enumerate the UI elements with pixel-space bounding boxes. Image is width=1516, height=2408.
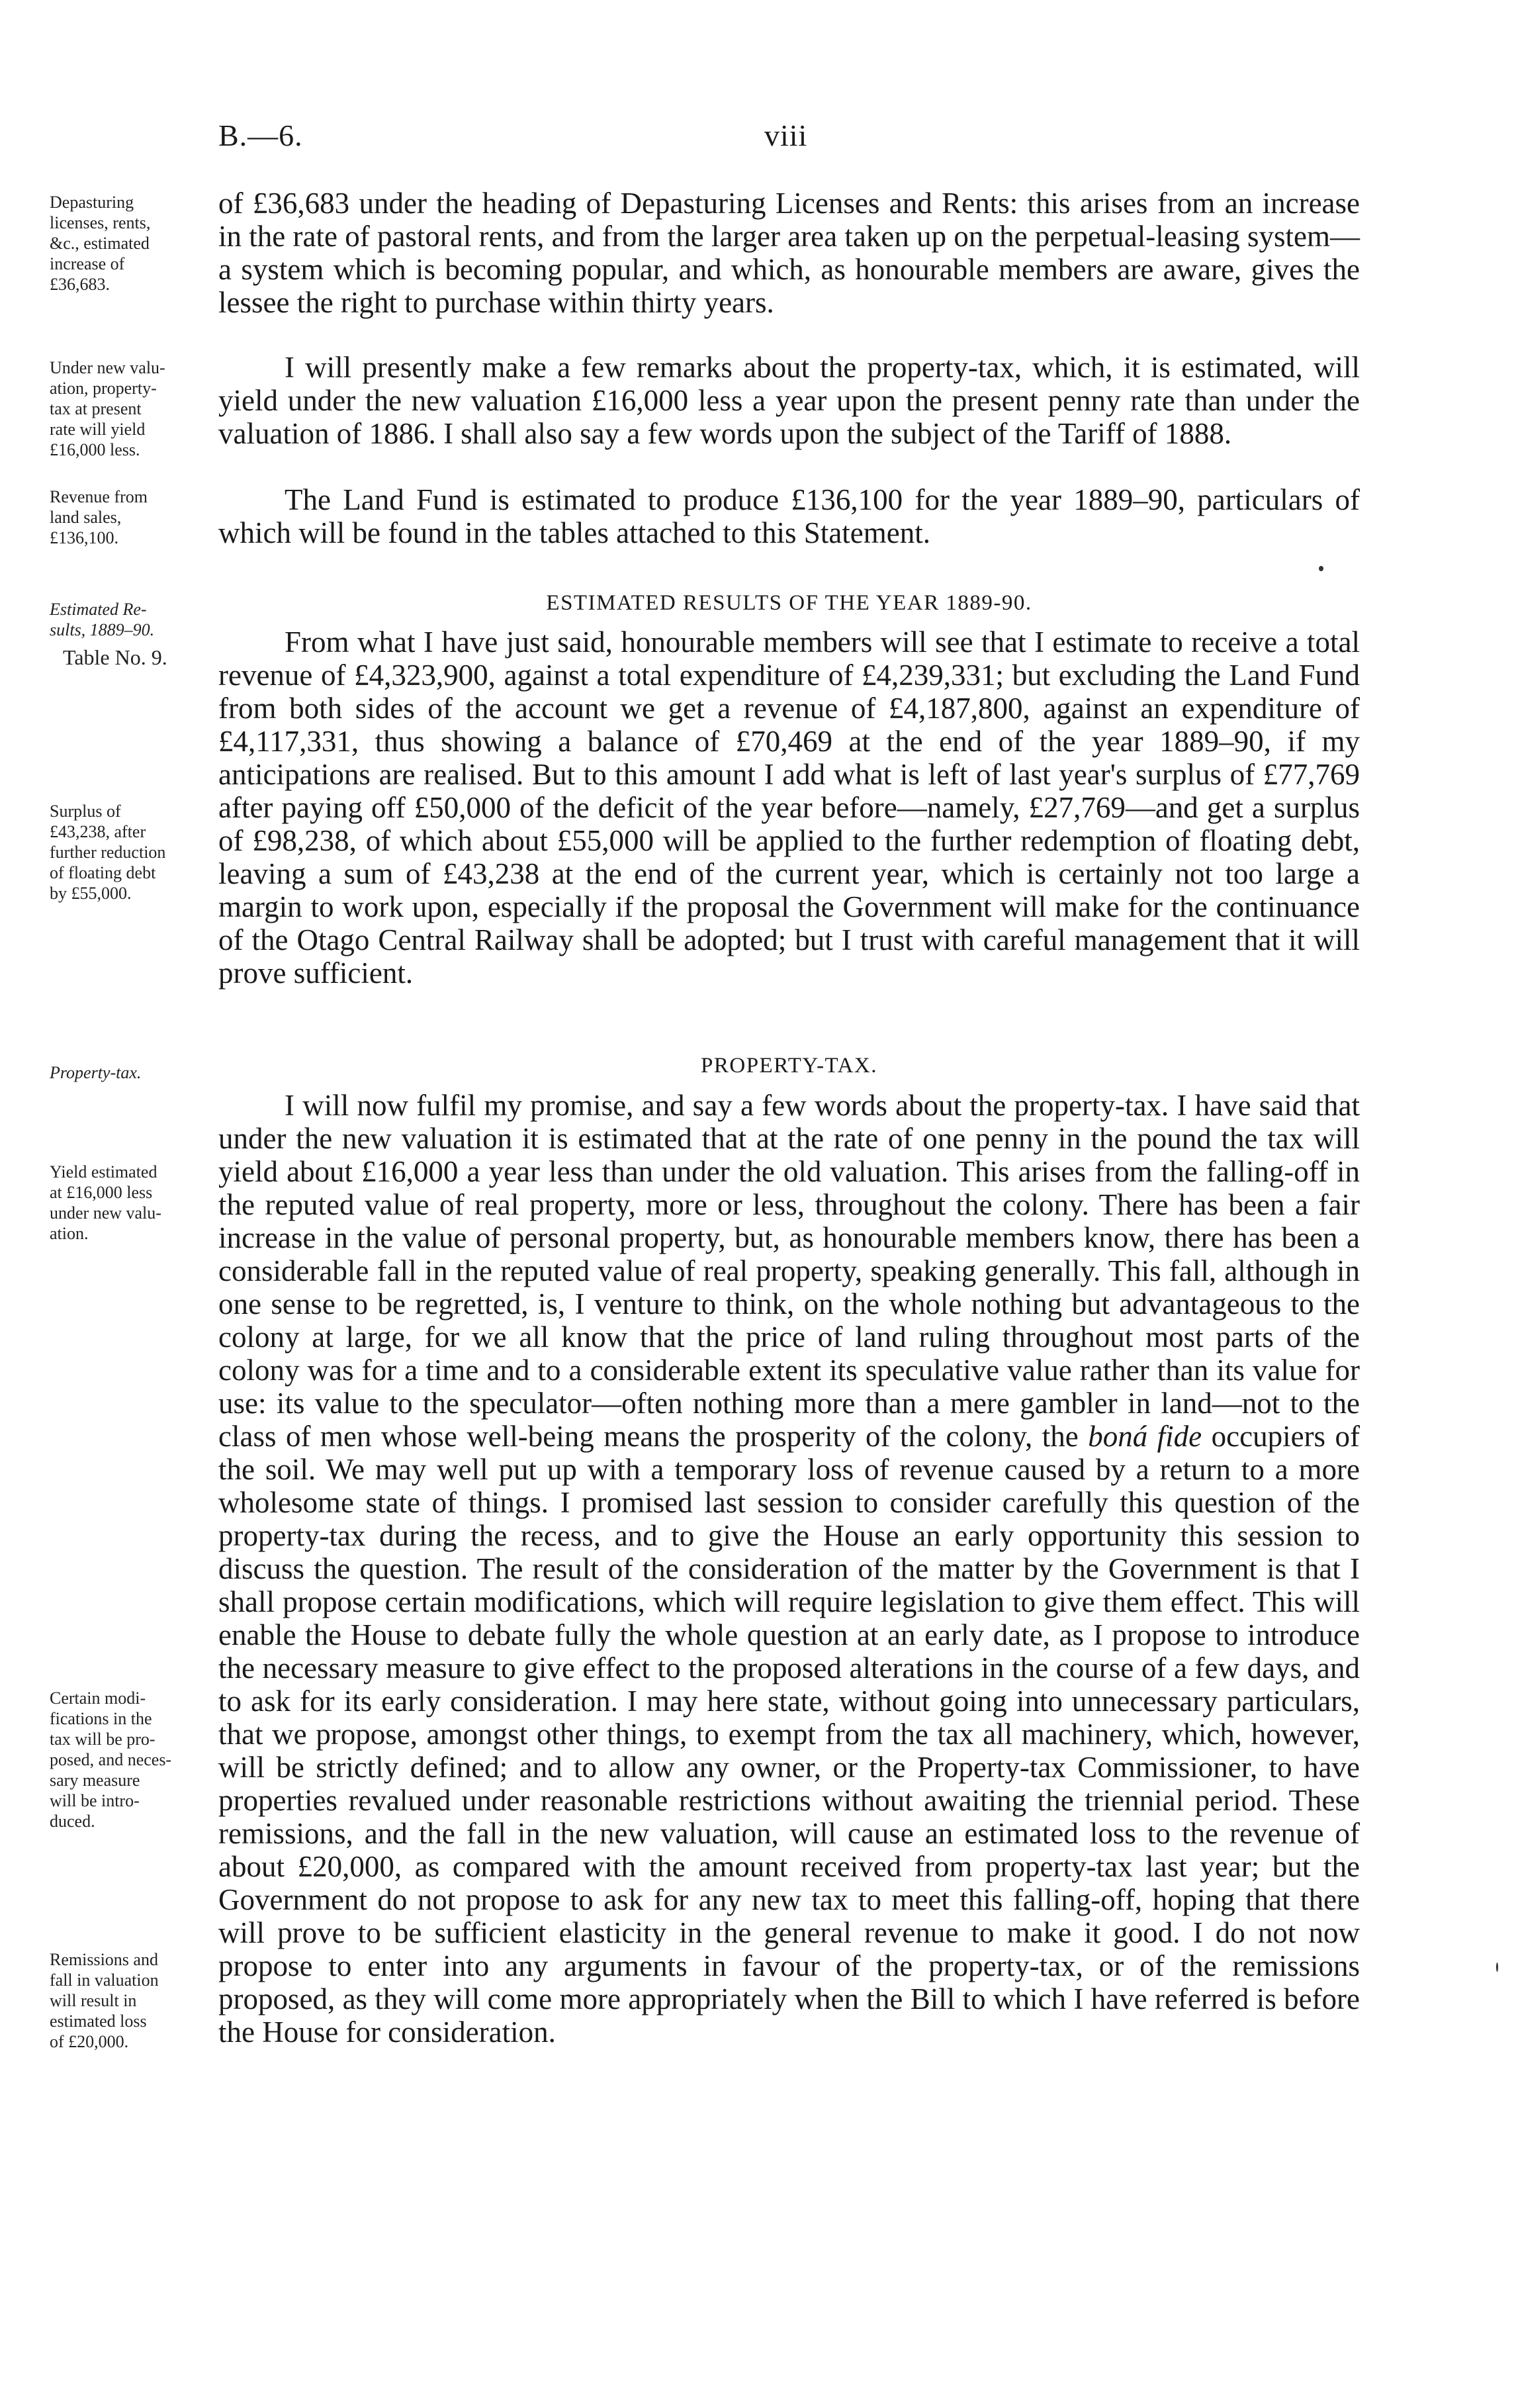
page-number: viii [764, 118, 808, 152]
paragraph-estimated-results [218, 625, 1360, 990]
paragraph-text-continued: occupiers of the soil. We may well put up with a temporary loss of revenue caused by a return to a more wholesome state of things. I promised last session to consider carefully this question of the property-tax during the recess, and to give the House an early opportunity this session to discuss the question. The result of the consideration of the matter by the Government is that I shall propose certain modifications, which will require legislation to give them effect. This will enable the House to debate fully the whole question at an early date, as I propose to introduce the necessary measure to give effect to the proposed alterations in the course of a few days, and to ask for its early consideration. I may here state, without going into unnecessary particulars, that we propose, amongst other things, to exempt from the tax all machinery, which, however, will be strictly defined; and to allow any owner, or the Property-tax Commissioner, to have properties revalued under reasonable restrictions without awaiting the triennial period. These remissions, and the fall in the new valuation, will cause an estimated loss to the revenue of about £20,000, as compared with the amount received from property-tax last year; but the Government do not propose to ask for any new tax to meet this falling-off, hoping that there will prove to be sufficient elasticity in the general revenue to make it good. I do not now propose to enter into any arguments in favour of the property-tax, or of the remissions proposed, as they will come more appropriately when the Bill to which I have referred is before the House for consideration. [218, 1420, 1360, 2049]
margin-note-modifications: Certain modi- fications in the tax will be pro- posed, and neces- sary measure will be intro- duced. [50, 1689, 172, 1831]
margin-note-depasturing: Depasturing licenses, rents, &c., estimated increase of £36,683. [50, 193, 151, 294]
paragraph-text: The Land Fund is estimated to produce £136,100 for the year 1889–90, particulars of which will be found in the tables attached to this Statement. [218, 483, 1360, 549]
paragraph-depasturing [218, 187, 1360, 319]
paragraph-text: From what I have just said, honourable members will see that I estimate to receive a total revenue of £4,323,900, against a total expenditure of £4,239,331; but excluding the Land Fund from both sides of the account we get a revenue of £4,187,800, against an expenditure of £4,117,331, thus showing a balance of £70,469 at the end of the year 1889–90, if my anticipations are realised. But to this amount I add what is left of last year's surplus of £77,769 after paying off £50,000 of the deficit of the year before—namely, £27,769—and get a surplus of £98,238, of which about £55,000 will be applied to the further redemption of floating debt, leaving a sum of £43,238 at the end of the current year, which is certainly not too large a margin to work upon, especially if the proposal the Government will make for the continuance of the Otago Central Railway shall be adopted; but I trust with careful management that it will prove sufficient. [218, 625, 1360, 990]
margin-note-new-valuation: Under new valu- ation, property- tax at present rate will yield £16,000 less. [50, 358, 165, 459]
document-reference: B.—6. [218, 118, 303, 152]
paragraph-text: of £36,683 under the heading of Depasturing Licenses and Rents: this arises from an increase in the rate of pastoral rents, and from the larger area taken up on the perpetual-leasing system—a system which is becoming popular, and which, as honourable members are aware, gives the lessee the right to purchase within thirty years. [218, 187, 1360, 319]
paragraph-property-tax [218, 1089, 1360, 2049]
margin-note-remissions: Remissions and fall in valuation will result in estimated loss of £20,000. [50, 1950, 159, 2051]
margin-note-surplus: Surplus of £43,238, after further reduction of floating debt by £55,000. [50, 802, 166, 903]
heading-estimated-results: ESTIMATED RESULTS OF THE YEAR 1889-90. [546, 591, 1032, 615]
margin-note-yield-estimated: Yield estimated at £16,000 less under new valu- ation. [50, 1162, 161, 1243]
margin-note-table-ref: Table No. 9. [63, 645, 167, 669]
margin-note-land-sales: Revenue from land sales, £136,100. [50, 487, 148, 547]
margin-note-property-tax: Property-tax. [50, 1063, 142, 1082]
heading-property-tax: PROPERTY-TAX. [701, 1054, 877, 1078]
scan-speck [1319, 566, 1323, 571]
scan-speck [1496, 1963, 1498, 1972]
italic-phrase: boná fide [1088, 1420, 1202, 1453]
paragraph-text: I will presently make a few remarks about the property-tax, which, it is estimated, will yield under the new valuation £16,000 less a year upon the present penny rate than under the valuation of 1886. I shall also say a few words upon the subject of the Tariff of 1888. [218, 351, 1360, 450]
paragraph-land-fund [218, 483, 1360, 549]
margin-note-estimated-results: Estimated Re- sults, 1889–90. [50, 600, 155, 639]
paragraph-text: I will now fulfil my promise, and say a few words about the property-tax. I have said that under the new valuation it is estimated that at the rate of one penny in the pound the tax will yield about £16,000 a year less than under the old valuation. This arises from the falling-off in the reputed value of real property, more or less, throughout the colony. There has been a fair increase in the value of personal property, but, as honourable members know, there has been a considerable fall in the reputed value of real property, speaking generally. This fall, although in one sense to be regretted, is, I venture to think, on the whole nothing but advantageous to the colony at large, for we all know that the price of land ruling throughout most parts of the colony was for a time and to a considerable extent its speculative value rather than its value for use: its value to the speculator—often nothing more than a mere gambler in land—not to the class of men whose well-being means the prosperity of the colony, the [218, 1089, 1360, 1453]
paragraph-property-tax-intro [218, 351, 1360, 450]
